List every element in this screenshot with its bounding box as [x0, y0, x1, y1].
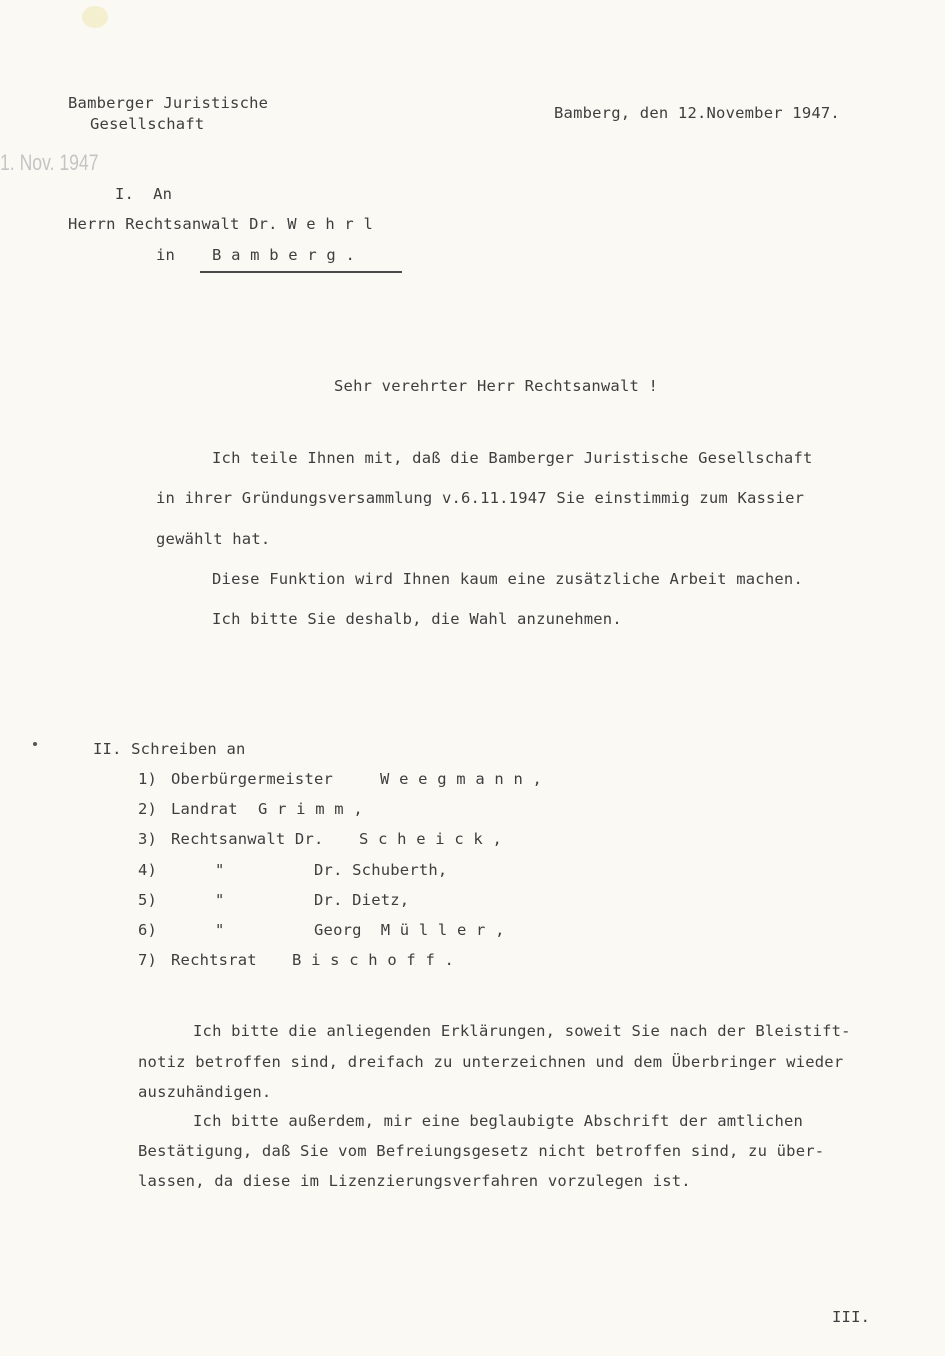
recipient-3-name: S c h e i c k , — [359, 830, 502, 848]
recipient-4-name: Dr. Schuberth, — [314, 861, 448, 879]
margin-mark — [33, 742, 37, 746]
closing-p2-line1: Ich bitte außerdem, mir eine beglaubigte Abschrift der amtlichen — [193, 1112, 804, 1130]
recipient-4-role: " — [215, 861, 225, 879]
body-p1-line3: gewählt hat. — [156, 530, 271, 548]
recipient-2-name: G r i m m , — [258, 800, 363, 818]
sender-line-1: Bamberger Juristische — [68, 94, 269, 112]
recipient-1-num: 1) — [138, 770, 158, 788]
body-p1-line2: in ihrer Gründungsversammlung v.6.11.1947 Sie einstimmig zum Kassier — [156, 489, 805, 507]
recipient-6-role: " — [215, 921, 225, 939]
recipient-5-num: 5) — [138, 891, 158, 909]
recipient-5-role: " — [215, 891, 225, 909]
recipient-line-1: Herrn Rechtsanwalt Dr. W e h r l — [68, 215, 374, 233]
closing-p2-line2: Bestätigung, daß Sie vom Befreiungsgesetz nicht betroffen sind, zu über- — [138, 1142, 825, 1160]
recipient-underline — [200, 271, 402, 273]
recipient-1-name: W e e g m a n n , — [380, 770, 543, 788]
recipient-1-role: Oberbürgermeister — [171, 770, 334, 788]
closing-p1-line1: Ich bitte die anliegenden Erklärungen, soweit Sie nach der Bleistift- — [193, 1022, 851, 1040]
closing-p1-line2: notiz betroffen sind, dreifach zu unterzeichnen und dem Überbringer wieder — [138, 1053, 844, 1071]
body-p3: Ich bitte Sie deshalb, die Wahl anzunehmen. — [212, 610, 622, 628]
page-marker: III. — [832, 1308, 871, 1326]
recipient-7-role: Rechtsrat — [171, 951, 257, 969]
paper-stain — [82, 6, 108, 28]
received-stamp: 1. Nov. 1947 — [0, 150, 99, 175]
salutation: Sehr verehrter Herr Rechtsanwalt ! — [334, 377, 659, 395]
date-line: Bamberg, den 12.November 1947. — [554, 104, 840, 122]
recipient-7-num: 7) — [138, 951, 158, 969]
recipient-2-num: 2) — [138, 800, 158, 818]
recipient-7-name: B i s c h o f f . — [292, 951, 455, 969]
recipient-5-name: Dr. Dietz, — [314, 891, 410, 909]
recipient-3-num: 3) — [138, 830, 158, 848]
recipient-6-num: 6) — [138, 921, 158, 939]
body-p2: Diese Funktion wird Ihnen kaum eine zusätzliche Arbeit machen. — [212, 570, 803, 588]
recipient-3-role: Rechtsanwalt Dr. — [171, 830, 324, 848]
recipient-in: in — [156, 246, 176, 264]
recipient-2-role: Landrat — [171, 800, 238, 818]
sender-line-2: Gesellschaft — [90, 115, 205, 133]
recipient-4-num: 4) — [138, 861, 158, 879]
body-p1-line1: Ich teile Ihnen mit, daß die Bamberger Juristische Gesellschaft — [212, 449, 813, 467]
section-1-heading: I. An — [115, 185, 173, 203]
closing-p1-line3: auszuhändigen. — [138, 1083, 272, 1101]
closing-p2-line3: lassen, da diese im Lizenzierungsverfahren vorzulegen ist. — [138, 1172, 691, 1190]
recipient-6-name: Georg M ü l l e r , — [314, 921, 505, 939]
recipient-city: B a m b e r g . — [212, 246, 355, 264]
section-2-heading: II. Schreiben an — [93, 740, 246, 758]
